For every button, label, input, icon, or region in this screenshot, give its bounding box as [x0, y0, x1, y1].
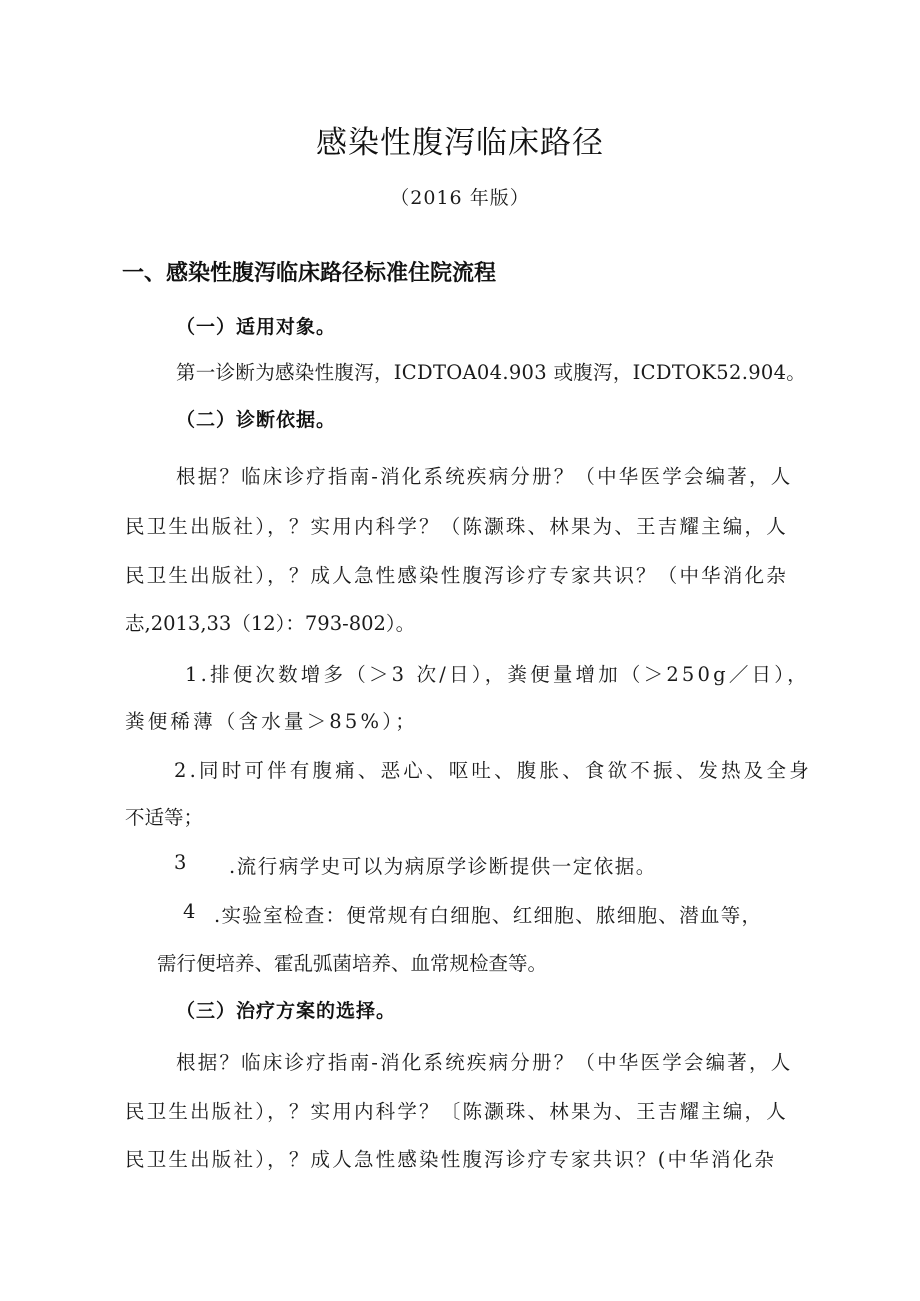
treatment-basis-line: 民卫生出版社），？成人急性感染性腹泻诊疗专家共识？(中华消化杂	[125, 1148, 777, 1171]
subsection-heading-1: （一）适用对象。	[176, 316, 337, 338]
section-heading: 一、感染性腹泻临床路径标准住院流程	[122, 261, 497, 286]
criteria-item-2: 2.同时可伴有腹痛、恶心、呕吐、腹胀、食欲不振、发热及全身	[174, 759, 812, 782]
criteria-item-1-cont: 粪便稀薄（含水量＞85%）；	[125, 710, 418, 733]
document-title: 感染性腹泻临床路径	[316, 125, 604, 161]
criteria-item-4-cont: 需行便培养、霍乱弧菌培养、血常规检查等。	[157, 952, 548, 975]
criteria-item-2-cont: 不适等；	[125, 806, 204, 829]
applicable-object-text: 第一诊断为感染性腹泻，ICDTOA04.903 或腹泻，ICDTOK52.904。	[176, 361, 807, 384]
criteria-item-1: 1.排便次数增多（＞3 次/日），粪便量增加（＞250g／日），	[185, 663, 810, 686]
basis-line: 志,2013,33（12）：793-802）。	[125, 612, 416, 635]
criteria-item-3-number: 3	[174, 851, 187, 874]
basis-line: 民卫生出版社），？成人急性感染性腹泻诊疗专家共识？（中华消化杂	[125, 564, 788, 587]
subsection-heading-3: （三）治疗方案的选择。	[176, 1000, 397, 1022]
criteria-item-3: .流行病学史可以为病原学诊断提供一定依据。	[229, 855, 657, 878]
subsection-heading-2: （二）诊断依据。	[176, 409, 337, 431]
treatment-basis-line: 根据？临床诊疗指南-消化系统疾病分册？（中华医学会编著，人	[176, 1051, 793, 1074]
document-subtitle: （2016 年版）	[390, 187, 530, 209]
basis-line: 根据？临床诊疗指南-消化系统疾病分册？（中华医学会编著，人	[176, 465, 793, 488]
criteria-item-4-number: 4	[183, 900, 196, 923]
criteria-item-4: .实验室检查：便常规有白细胞、红细胞、脓细胞、潜血等，	[214, 904, 763, 927]
basis-line: 民卫生出版社），？实用内科学？（陈灏珠、林果为、王吉耀主编，人	[125, 515, 788, 538]
treatment-basis-line: 民卫生出版社），？实用内科学？〔陈灏珠、林果为、王吉耀主编，人	[125, 1100, 788, 1123]
